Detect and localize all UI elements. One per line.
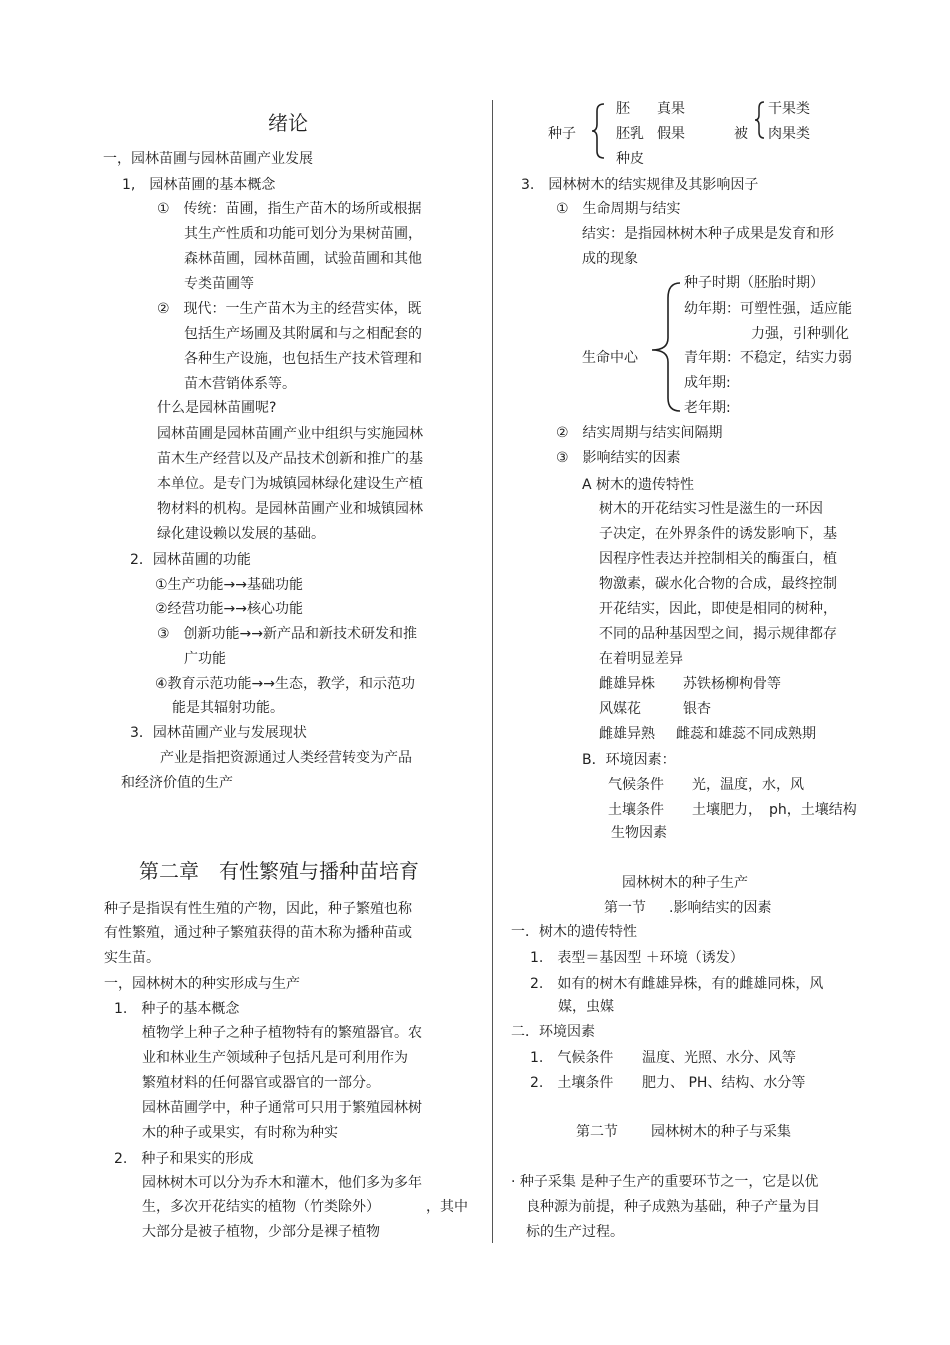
text-line: 和经济价值的生产	[121, 775, 233, 791]
genetic-term: 风媒花	[599, 701, 641, 717]
left-brace-icon	[590, 102, 610, 160]
diagram-part: 胚乳	[616, 126, 644, 142]
text-line: 有性繁殖，通过种子繁殖获得的苗木称为播种苗或	[104, 925, 412, 941]
diagram-part: 胚	[616, 101, 630, 117]
text-line: 园林苗圃是园林苗圃产业中组织与实施园林	[157, 426, 423, 442]
text-line: 标的生产过程。	[526, 1224, 624, 1240]
text-line: 良种源为前提，种子成熟为基础，种子产量为目	[526, 1199, 820, 1215]
subheading: A 树木的遗传特性	[582, 477, 695, 493]
list-item: ② 结实周期与结实间隔期	[556, 425, 723, 441]
text-line: 能是其辐射功能。	[172, 700, 284, 716]
text-line: 子决定，在外界条件的诱发影响下，基	[599, 526, 837, 542]
text-line: 专类苗圃等	[184, 276, 254, 292]
section-heading: 一，园林苗圃与园林苗圃产业发展	[103, 151, 313, 167]
text-line: 本单位。是专门为城镇园林绿化建设生产植	[157, 476, 423, 492]
life-stage: 成年期:	[684, 375, 731, 391]
text-line: 不同的品种基因型之间，揭示规律都存	[599, 626, 837, 642]
text-line: 种子是指误有性生殖的产物，因此，种子繁殖也称	[104, 901, 412, 917]
section-title: 园林树木的种子与采集	[651, 1124, 791, 1140]
text-line: 媒，虫媒	[558, 999, 614, 1015]
subsection-heading: 3. 园林树木的结实规律及其影响因子	[521, 177, 759, 193]
diagram-fruit: 真果	[657, 101, 685, 117]
text-line: 植物学上种子之种子植物特有的繁殖器官。农	[142, 1025, 422, 1041]
genetic-term: 雌雄异熟	[599, 726, 655, 742]
genetic-example: 银杏	[683, 701, 711, 717]
life-stage: 青年期：不稳定，结实力弱	[684, 350, 852, 366]
left-brace-icon	[752, 100, 768, 140]
text-line: 温度、光照、水分、风等	[642, 1050, 796, 1066]
env-example: 土壤肥力， ph，土壤结构	[692, 802, 857, 818]
section-title: 园林树木的种子生产	[622, 875, 748, 891]
text-line: 产业是指把资源通过人类经营转变为产品	[160, 750, 412, 766]
chapter-title: 第二章 有性繁殖与播种苗培育	[139, 859, 419, 883]
list-item: ④教育示范功能→→生态，教学，和示范功	[155, 676, 416, 692]
text-line: 开花结实，因此，即使是相同的树种，	[599, 601, 837, 617]
text-line: 木的种子或果实，有时称为种实	[142, 1125, 338, 1141]
env-example: 光，温度，水，风	[692, 777, 804, 793]
column-divider	[492, 100, 493, 1243]
text-line: 森林苗圃，园林苗圃，试验苗圃和其他	[184, 251, 422, 267]
env-term: 土壤条件	[608, 802, 664, 818]
diagram-fruit-type: 肉果类	[768, 126, 810, 142]
subsection-heading: 1, 园林苗圃的基本概念	[122, 177, 276, 193]
life-stage: 老年期:	[684, 400, 731, 416]
text-line: 在着明显差异	[599, 651, 683, 667]
list-item: ③ 创新功能→→新产品和新技术研发和推	[157, 626, 418, 642]
text-line: 生，多次开花结实的植物（竹类除外）	[142, 1199, 380, 1215]
list-item: 2. 如有的树木有雌雄异株，有的雌雄同株，风	[530, 976, 824, 992]
section-heading: 一，园林树木的种实形成与生产	[104, 976, 300, 992]
section-title: .影响结实的因素	[669, 900, 772, 916]
diagram-fruit: 假果	[657, 126, 685, 142]
subsection-heading: 2．园林苗圃的功能	[130, 552, 251, 568]
text-line: 苗木营销体系等。	[184, 376, 296, 392]
diagram-root: 种子	[548, 126, 576, 142]
text-line: 园林苗圃学中，种子通常可只用于繁殖园林树	[142, 1100, 422, 1116]
subheading: B．环境因素：	[582, 752, 676, 768]
life-stage: 幼年期：可塑性强，适应能	[684, 301, 852, 317]
diagram-label: 被	[734, 126, 748, 142]
genetic-example: 苏铁杨柳枸骨等	[683, 676, 781, 692]
genetic-term: 雌雄异株	[599, 676, 655, 692]
section-heading: 二．环境因素	[511, 1024, 595, 1040]
text-line: 业和林业生产领域种子包括凡是可利用作为	[142, 1050, 408, 1066]
page-title: 绪论	[268, 111, 308, 135]
text-line: 各种生产设施，也包括生产技术管理和	[184, 351, 422, 367]
diagram-part: 种皮	[616, 151, 644, 167]
text-line: 物材料的机构。是园林苗圃产业和城镇园林	[157, 501, 423, 517]
diagram-root: 生命中心	[582, 350, 638, 366]
subsection-heading: 2. 种子和果实的形成	[114, 1151, 254, 1167]
text-line: 其生产性质和功能可划分为果树苗圃，	[184, 226, 422, 242]
env-term: 气候条件	[608, 777, 664, 793]
text-line: 园林树木可以分为乔木和灌木，他们多为多年	[142, 1175, 422, 1191]
text-line: 包括生产场圃及其附属和与之相配套的	[184, 326, 422, 342]
subsection-heading: 1. 种子的基本概念	[114, 1001, 240, 1017]
list-item: 1. 表型＝基因型 ＋环境（诱发）	[530, 950, 744, 966]
text-line: 绿化建设赖以发展的基础。	[157, 526, 325, 542]
text-line: 因程序性表达并控制相关的酶蛋白，植	[599, 551, 837, 567]
text-line: 大部分是被子植物，少部分是裸子植物	[142, 1224, 380, 1240]
text-line: · 种子采集 是种子生产的重要环节之一，它是以优	[511, 1174, 819, 1190]
env-term: 生物因素	[611, 825, 667, 841]
diagram-fruit-type: 干果类	[768, 101, 810, 117]
section-number: 第一节	[604, 900, 646, 916]
list-item: 2. 土壤条件	[530, 1075, 614, 1091]
question: 什么是园林苗圃呢?	[157, 400, 277, 416]
text-line: 成的现象	[582, 251, 638, 267]
text-line: 树木的开花结实习性是滋生的一环因	[599, 501, 823, 517]
section-number: 第二节	[576, 1124, 618, 1140]
list-item: ①生产功能→→基础功能	[155, 577, 304, 593]
list-item: 1. 气候条件	[530, 1050, 614, 1066]
text-line: 繁殖材料的任何器官或器官的一部分。	[142, 1075, 380, 1091]
life-stage: 种子时期（胚胎时期）	[684, 275, 824, 291]
list-item: ②经营功能→→核心功能	[155, 601, 304, 617]
text-line: 结实：是指园林树木种子成果是发育和形	[582, 226, 834, 242]
text-line: 物激素，碳水化合物的合成，最终控制	[599, 576, 837, 592]
list-item: ① 传统：苗圃，指生产苗木的场所或根据	[157, 201, 422, 217]
text-line: 实生苗。	[104, 950, 160, 966]
text-line: 广功能	[184, 651, 226, 667]
subsection-heading: 3．园林苗圃产业与发展现状	[130, 725, 307, 741]
text-line: 力强，引种驯化	[751, 326, 849, 342]
text-line: 苗木生产经营以及产品技术创新和推广的基	[157, 451, 423, 467]
list-item: ② 现代：一生产苗木为主的经营实体，既	[157, 301, 422, 317]
left-brace-icon	[648, 280, 684, 414]
list-item: ③ 影响结实的因素	[556, 450, 681, 466]
list-item: ① 生命周期与结实	[556, 201, 681, 217]
section-heading: 一．树木的遗传特性	[511, 924, 637, 940]
genetic-example: 雌蕊和雄蕊不同成熟期	[676, 726, 816, 742]
text-line: ，其中	[426, 1199, 468, 1215]
text-line: 肥力、 PH、结构、水分等	[642, 1075, 806, 1091]
